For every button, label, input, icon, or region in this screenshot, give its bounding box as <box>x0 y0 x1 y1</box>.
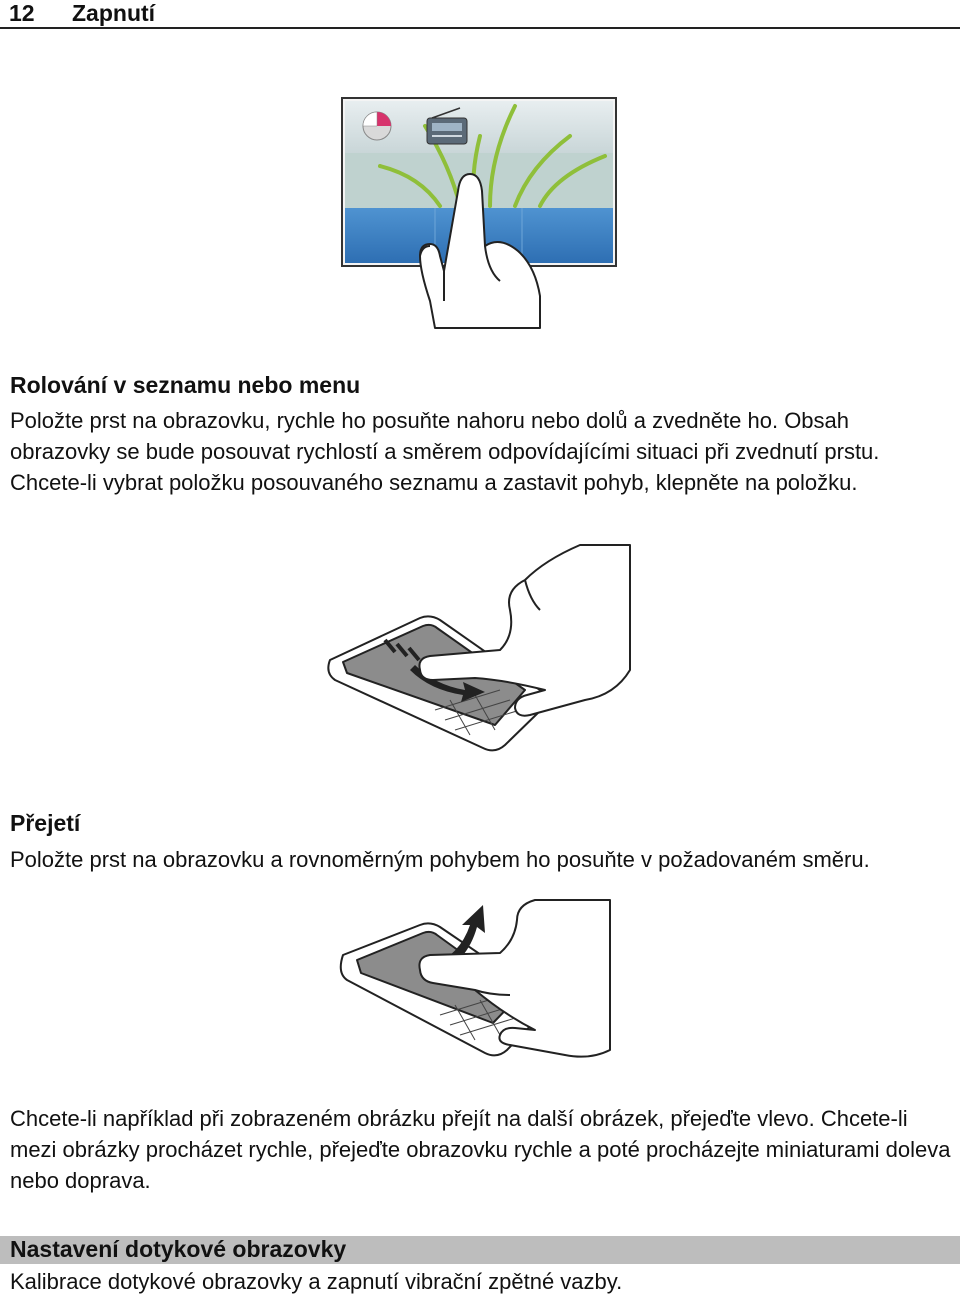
gallery-body: Chcete-li například při zobrazeném obrázku přejít na další obrázek, přejeďte vlevo. Chcete-li mezi obrázky procházet rychle, přejeďte obrazovku rychle a poté procházejte miniaturami doleva nebo doprava. <box>10 1106 951 1193</box>
pie-chart-icon <box>363 112 391 140</box>
scroll-heading: Rolování v seznamu nebo menu <box>10 372 361 398</box>
swipe-heading: Přejetí <box>10 810 81 836</box>
chapter-title: Zapnutí <box>72 0 156 26</box>
swipe-illustration <box>335 895 625 1070</box>
swipe-body: Položte prst na obrazovku a rovnoměrným pohybem ho posuňte v požadovaném směru. <box>10 847 870 872</box>
page-header <box>0 0 960 29</box>
touch-settings-heading: Nastavení dotykové obrazovky <box>10 1236 347 1262</box>
drag-illustration <box>325 540 635 770</box>
touch-settings-heading-band <box>0 1236 960 1264</box>
touch-settings-body: Kalibrace dotykové obrazovky a zapnutí vibrační zpětné vazby. <box>10 1269 623 1294</box>
page-number: 12 <box>9 0 35 26</box>
scroll-illustration <box>340 96 620 331</box>
scroll-body: Položte prst na obrazovku, rychle ho posuňte nahoru nebo dolů a zvedněte ho. Obsah obrazovky se bude posouvat rychlostí a směrem odpovídajícími situaci při zvednutí prstu. Chcete-li vybrat položku posouvaného seznamu a zastavit pohyb, klepněte na položku. <box>10 408 880 495</box>
